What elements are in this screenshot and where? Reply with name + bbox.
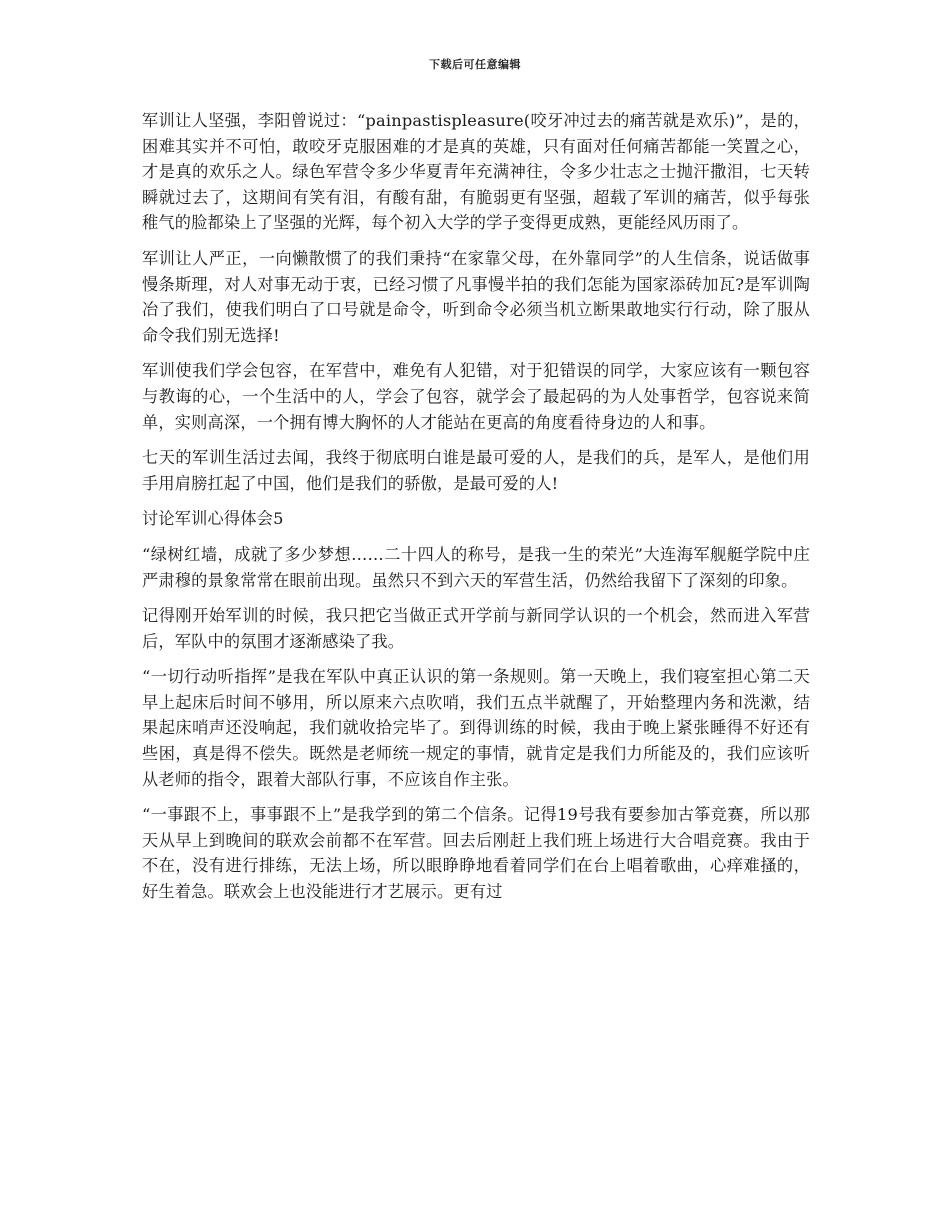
paragraph: 军训让人严正，一向懒散惯了的我们秉持“在家靠父母，在外靠同学”的人生信条，说话做事慢条斯理，对人对事无动于衷，已经习惯了凡事慢半拍的我们怎能为国家添砖加瓦?是军训陶冶了我们，使我们明白了口号就是命令，听到命令必须当机立断果敢地实行行动，除了服从命令我们别无选择! (142, 248, 810, 345)
paragraph: 军训使我们学会包容，在军营中，难免有人犯错，对于犯错误的同学，大家应该有一颗包容与教诲的心，一个生活中的人，学会了包容，就学会了最起码的为人处事哲学，包容说来简单，实则高深，一个拥有博大胸怀的人才能站在更高的角度看待身边的人和事。 (142, 361, 810, 432)
paragraph: “一切行动听指挥”是我在军队中真正认识的第一条规则。第一天晚上，我们寝室担心第二天早上起床后时间不够用，所以原来六点吹哨，我们五点半就醒了，开始整理内务和洗漱，结果起床哨声还没响起，我们就收拾完毕了。到得训练的时候，我由于晚上紧张睡得不好还有些困，真是得不偿失。既然是老师统一规定的事情，就肯定是我们力所能及的，我们应该听从老师的指令，跟着大部队行事，不应该自作主张。 (142, 667, 810, 789)
paragraph: 记得刚开始军训的时候，我只把它当做正式开学前与新同学认识的一个机会，然而进入军营后，军队中的氛围才逐渐感染了我。 (142, 606, 810, 651)
paragraph: “一事跟不上，事事跟不上”是我学到的第二个信条。记得19号我有要参加古筝竞赛，所以那天从早上到晚间的联欢会前都不在军营。回去后刚赶上我们班上场进行大合唱竞赛。我由于不在，没有进行排练，无法上场，所以眼睁睁地看着同学们在台上唱着歌曲，心痒难搔的，好生着急。联欢会上也没能进行才艺展示。更有过 (142, 805, 810, 902)
document-body (142, 108, 810, 915)
page-header: 下载后可任意编辑 (429, 58, 521, 71)
paragraph: “绿树红墙，成就了多少梦想……二十四人的称号，是我一生的荣光”大连海军舰艇学院中庄严肃穆的景象常常在眼前出现。虽然只不到六天的军营生活，仍然给我留下了深刻的印象。 (142, 544, 810, 590)
section-heading: 讨论军训心得体会5 (142, 509, 284, 529)
paragraph: 军训让人坚强，李阳曾说过：“painpastispleasure(咬牙冲过去的痛苦就是欢乐)”，是的，困难其实并不可怕，敢咬牙克服困难的才是真的英雄，只有面对任何痛苦都能一笑置之心，才是真的欢乐之人。绿色军营令多少华夏青年充满神往，令多少壮志之士抛汗撒泪，七天转瞬就过去了，这期间有笑有泪，有酸有甜，有脆弱更有坚强，超载了军训的痛苦，似乎每张稚气的脸都染上了坚强的光辉，每个初入大学的学子变得更成熟，更能经风历雨了。 (142, 111, 810, 233)
paragraph: 七天的军训生活过去闻，我终于彻底明白谁是最可爱的人，是我们的兵，是军人，是他们用手用肩膀扛起了中国，他们是我们的骄傲，是最可爱的人! (142, 448, 810, 493)
